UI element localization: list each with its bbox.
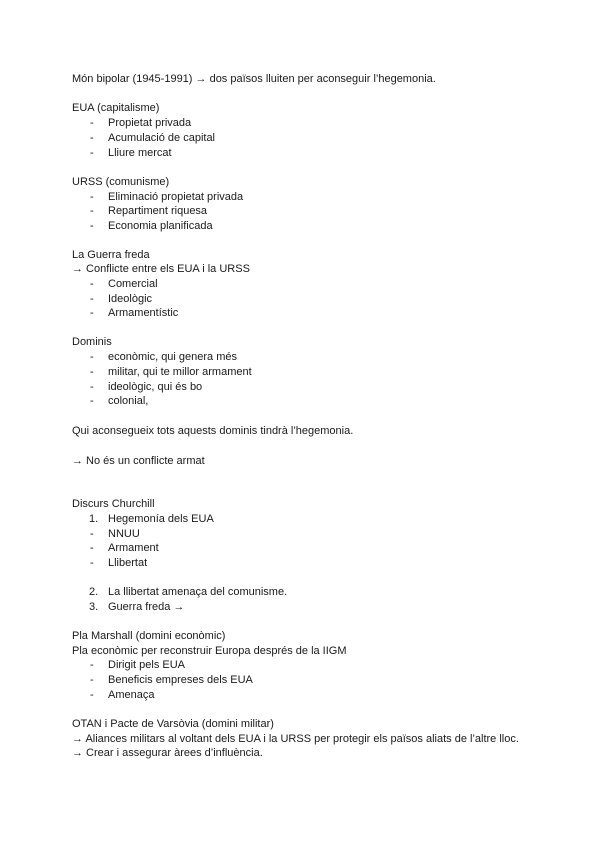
item-number: 2. (89, 586, 99, 598)
intro-line: Món bipolar (1945-1991) → dos països lluiten per aconseguir l’hegemonia. (72, 73, 436, 85)
otan-heading: OTAN i Pacte de Varsòvia (domini militar) (72, 718, 274, 730)
bullet-dash: - (90, 381, 94, 393)
churchill-heading: Discurs Churchill (72, 498, 155, 510)
bullet-dash: - (90, 557, 94, 569)
list-item-text: Acumulació de capital (108, 132, 216, 144)
bullet-dash: - (90, 659, 94, 671)
bullet-dash: - (90, 147, 94, 159)
marshall-subline: Pla econòmic per reconstruir Europa després de la IIGM (72, 645, 347, 657)
bullet-dash: - (90, 689, 94, 701)
list-item-text: Lliure mercat (108, 147, 172, 159)
list-item-text: La llibertat amenaça del comunisme. (108, 586, 288, 598)
list-item-text: Comercial (108, 278, 158, 290)
list-item-text: Dirigit pels EUA (108, 659, 186, 671)
list-item-text: Eliminació propietat privada (108, 191, 244, 203)
bullet-dash: - (90, 307, 94, 319)
list-item-text: Armament (108, 542, 159, 554)
list-item-text: Ideològic (108, 293, 153, 305)
marshall-heading: Pla Marshall (domini econòmic) (72, 630, 226, 642)
list-item-text: militar, qui te millor armament (108, 366, 252, 378)
list-item-text: Armamentístic (108, 307, 179, 319)
eua-heading: EUA (capitalisme) (72, 102, 160, 114)
bullet-dash: - (90, 278, 94, 290)
dominis-heading: Dominis (72, 336, 112, 348)
list-item-text: Llibertat (108, 557, 148, 569)
bullet-dash: - (90, 351, 94, 363)
list-item-text: Hegemonía dels EUA (108, 513, 214, 525)
bullet-dash: - (90, 528, 94, 540)
bullet-dash: - (90, 293, 94, 305)
no-armat-line: → No és un conflicte armat (72, 455, 205, 467)
urss-heading: URSS (comunisme) (72, 176, 170, 188)
list-item-text: NNUU (108, 528, 140, 540)
bullet-dash: - (90, 542, 94, 554)
list-item-text: Repartiment riquesa (108, 205, 208, 217)
list-item-text: Economia planificada (108, 220, 213, 232)
bullet-dash: - (90, 191, 94, 203)
otan-line-1: → Aliances militars al voltant dels EUA i la URSS per protegir els països aliats de l’altre lloc. (72, 733, 519, 745)
bullet-dash: - (90, 395, 94, 407)
list-item-text: Propietat privada (108, 117, 192, 129)
bullet-dash: - (90, 132, 94, 144)
list-item-text: Amenaça (108, 689, 155, 701)
hegemonia-line: Qui aconsegueix tots aquests dominis tindrà l’hegemonia. (72, 425, 354, 437)
list-item-text: colonial, (108, 395, 149, 407)
otan-line-2: → Crear i assegurar àrees d’influència. (72, 747, 263, 759)
list-item-text: ideològic, qui és bo (108, 381, 203, 393)
list-item-text: econòmic, qui genera més (108, 351, 238, 363)
bullet-dash: - (90, 674, 94, 686)
item-number: 1. (89, 513, 99, 525)
guerra-heading: La Guerra freda (72, 249, 150, 261)
item-number: 3. (89, 601, 99, 613)
list-item-text: Guerra freda → (108, 601, 185, 613)
bullet-dash: - (90, 117, 94, 129)
guerra-subline: → Conflicte entre els EUA i la URSS (72, 263, 250, 275)
bullet-dash: - (90, 205, 94, 217)
bullet-dash: - (90, 366, 94, 378)
list-item-text: Beneficis empreses dels EUA (108, 674, 253, 686)
bullet-dash: - (90, 220, 94, 232)
